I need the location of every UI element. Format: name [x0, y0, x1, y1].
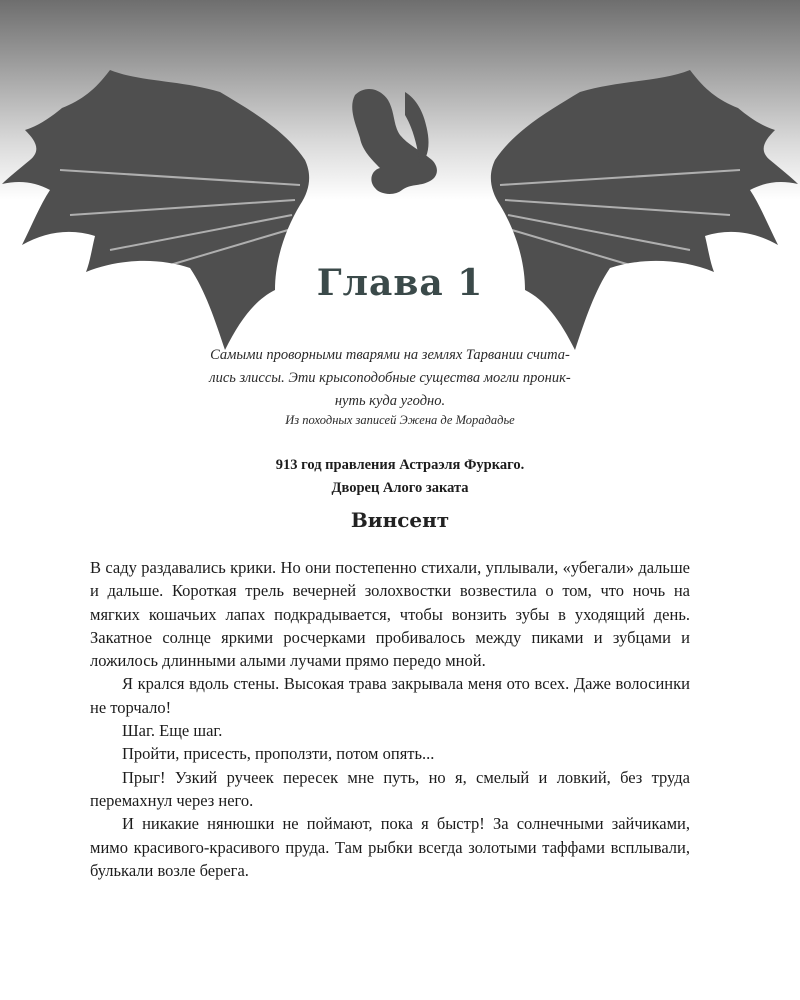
epigraph — [150, 344, 630, 413]
chapter-body — [90, 556, 690, 882]
epigraph-line: лись злиссы. Эти крысоподобные существа могли проник- — [209, 370, 571, 386]
dateline-place: Дворец Алого заката — [331, 480, 469, 496]
chapter-title: Глава 1 — [316, 262, 484, 304]
dragon-wings-illustration — [0, 0, 800, 400]
paragraph: И никакие нянюшки не поймают, пока я быстр! За солнечными зайчиками, мимо красивого-красивого пруда. Там рыбки всегда золотыми таффами всплывали, булькали возле берега. — [90, 814, 690, 880]
dateline-year: 913 год правления Астраэля Фуркаго. — [275, 457, 525, 473]
epigraph-line: нуть куда угодно. — [334, 393, 446, 409]
paragraph: Пройти, присесть, проползти, потом опять... — [122, 744, 435, 764]
epigraph-source: Из походных записей Эжена де Морададье — [285, 413, 515, 427]
paragraph: Шаг. Еще шаг. — [122, 721, 223, 741]
pov-character-title: Винсент — [350, 508, 450, 532]
epigraph-line: Самыми проворными тварями на землях Тарвании счита- — [210, 347, 570, 363]
paragraph: Я крался вдоль стены. Высокая трава закрывала меня ото всех. Даже волосинки не торчало! — [90, 674, 690, 717]
dateline — [0, 454, 800, 500]
paragraph: В саду раздавались крики. Но они постепенно стихали, уплывали, «убегали» дальше и дальше. Короткая трель вечерней золохвостки возвестила о том, что ночь на мягких кошачьих лапах подкрадывается, чтобы вонзить зубы в уходящий день. Закатное солнце яркими росчерками пробивалось между пиками и зубцами и ложилось длинными алыми лучами прямо передо мной. — [90, 558, 690, 671]
paragraph: Прыг! Узкий ручеек пересек мне путь, но я, смелый и ловкий, без труда перемахнул через него. — [90, 767, 690, 810]
